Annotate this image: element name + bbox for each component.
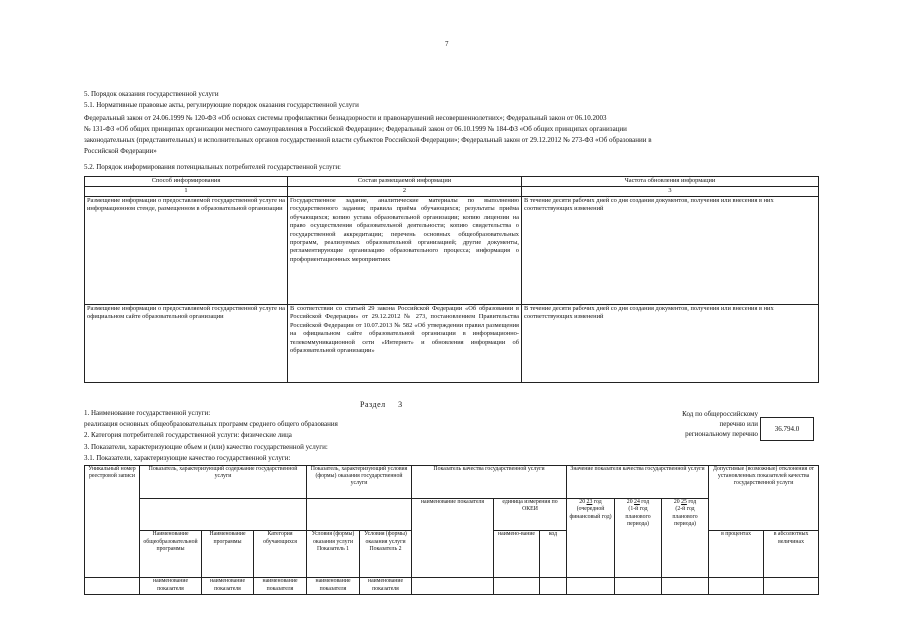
sub-indicator-name: наименование показателя (202, 578, 254, 595)
cell-method: Размещение информации о предоставляемой государственной услуге на официальном сайте образовательной организации (85, 305, 288, 383)
col-percent: в процентах (709, 531, 764, 578)
col-label: Наименование программы (209, 531, 246, 545)
sub-indicator-name: наименование показателя (307, 578, 360, 595)
content-subheader-blank (140, 499, 307, 531)
year-prefix: 20 (579, 499, 586, 506)
law-line-1: Федеральный закон от 24.06.1999 № 120-ФЗ «Об основах системы профилактики безнадзорности и правонарушений несовершеннолетних»; Федеральный закон от 06.10.2003 (84, 114, 607, 122)
col-absolute: в абсолютных величинах (764, 531, 819, 578)
col-num-1: 1 (85, 187, 288, 197)
blank-cell (412, 578, 494, 595)
col-label: Категория обучающихся (263, 531, 297, 545)
year-value: 24 (634, 499, 640, 506)
registry-code-label-line: региональному перечню (685, 430, 758, 438)
cell-content: Государственное задание, аналитические материалы по выполнению государственного задания; правила приёма обучающихся; результаты приёма обучающихся; копию устава образовательной организации; копию лицензии на право осуществления образовательной деятельности; копию свидетельства о государственной аккредитации; перечень основных общеобразовательных программ, реализуемых образовательной организацией; другие документы, регламентирующие организацию образовательного процесса; информация о профориентационных мероприятиях (288, 197, 522, 305)
col-category (254, 531, 307, 578)
col-unit-name: наимено-вание (494, 531, 540, 578)
col-label: Условия (формы) оказания услуги (364, 531, 407, 545)
law-line-2: № 131-ФЗ «Об общих принципах организации местного самоуправления в Российской Федерации»; Федеральный закон от 06.10.1999 № 184-ФЗ «Об общих принципах организации (84, 125, 627, 133)
service-name-label: 1. Наименование государственной услуги: (84, 409, 211, 417)
info-table (84, 176, 819, 383)
consumer-category: 2. Категория потребителей государственной услуги: физические лица (84, 431, 292, 439)
col-header-method: Способ информирования (85, 177, 288, 187)
col-sublabel: Показатель 1 (316, 545, 350, 552)
quality-unit-header: единица измерения по ОКЕИ (494, 499, 567, 531)
year-value: 23 (586, 499, 593, 506)
col-header-content: Состав размещаемой информации (288, 177, 522, 187)
value-year-1 (567, 499, 615, 578)
section-number: 3 (398, 400, 403, 409)
col-header-frequency: Частота обновления информации (522, 177, 819, 187)
year-note: (1-й год планового периода) (625, 506, 651, 527)
service-name-value: реализация основных общеобразовательных программ среднего общего образования (84, 420, 338, 428)
section-title (360, 400, 403, 409)
value-year-3 (662, 499, 709, 578)
col-num-3: 3 (522, 187, 819, 197)
blank-cell (540, 578, 567, 595)
table-row (85, 197, 819, 305)
year-note: (2-й год планового периода) (672, 506, 698, 527)
year-suffix: год (593, 499, 602, 506)
section-word: Раздел (360, 400, 386, 409)
col-program (202, 531, 254, 578)
header-quality-values: Значение показателя качества государственной услуги (567, 466, 709, 499)
header-content-indicator: Показатель, характеризующий содержание государственной услуги (140, 466, 307, 499)
quality-name-header: наименование показателя (412, 499, 494, 578)
table-row (85, 305, 819, 383)
col-program-name (140, 531, 202, 578)
sub-indicator-name: наименование показателя (254, 578, 307, 595)
col-num-2: 2 (288, 187, 522, 197)
col-sublabel: Показатель 2 (369, 545, 402, 552)
law-line-3: законодательных (представительных) и исполнительных органов государственной власти субъектов Российской Федерации»; Федеральный закон от 29.12.2012 № 273-ФЗ «Об образовании в (84, 136, 652, 144)
registry-code-label-line: Код по общероссийскому (682, 410, 758, 418)
cell-frequency: В течение десяти рабочих дней со дня создания документов, получения или внесения в них соответствующих изменений (522, 305, 819, 383)
section5-heading: 5. Порядок оказания государственной услуги (84, 90, 219, 98)
blank-cell (85, 578, 140, 595)
cell-frequency: В течение десяти рабочих дней со дня создания документов, получения или внесения в них соответствующих изменений (522, 197, 819, 305)
blank-cell (567, 578, 615, 595)
header-unique-number: Уникальный номер реестровой записи (85, 466, 140, 578)
blank-cell (709, 578, 764, 595)
year-value: 25 (681, 499, 687, 506)
section52-heading: 5.2. Порядок информирования потенциальных потребителей государственной услуги: (84, 163, 342, 171)
registry-code-label-line: перечню или (719, 420, 758, 428)
col-unit-code: код (540, 531, 567, 578)
blank-cell (494, 578, 540, 595)
year-prefix: 20 (673, 499, 680, 506)
cell-method: Размещение информации о предоставляемой государственной услуге на информационном стенде, размещенном в образовательной организации (85, 197, 288, 305)
condition-subheader-blank (307, 499, 412, 531)
blank-cell (662, 578, 709, 595)
year-suffix: год (641, 499, 650, 506)
section51-heading: 5.1. Нормативные правовые акты, регулирующие порядок оказания государственной услуги (84, 101, 359, 109)
col-label: Наименование общеобразовательной программы (143, 531, 198, 552)
col-condition-1 (307, 531, 360, 578)
header-quality-indicator: Показатель качества государственной услуги (412, 466, 567, 499)
col-condition-2 (360, 531, 412, 578)
header-condition-indicator: Показатель, характеризующий условия (формы) оказания государственной услуги (307, 466, 412, 499)
sub-indicator-name: наименование показателя (360, 578, 412, 595)
blank-cell (615, 578, 662, 595)
header-allowed-deviations: Допустимые (возможные) отклонения от установленных показателей качества государственной услуги (709, 466, 819, 531)
year-suffix: год (688, 499, 697, 506)
year-prefix: 20 (626, 499, 633, 506)
sub-indicator-name: наименование показателя (140, 578, 202, 595)
col-label: Условия (формы) оказания услуги (311, 531, 355, 545)
cell-content: В соответствии со статьей 29 закона Российской Федерации «Об образовании в Российской Федерации» от 29.12.2012 № 273, постановлением Правительства Российской Федерации от 10.07.2013 № 582 «Об утверждении правил размещения на официальном сайте образовательной организации в информационно-телекоммуникационной сети «Интернет» и обновления информации об образовательной организации» (288, 305, 522, 383)
indicators-heading: 3. Показатели, характеризующие объем и (или) качество государственной услуги: (84, 443, 328, 451)
year-note: (очередной финансовый год) (569, 506, 612, 520)
registry-code-value: 36.794.0 (760, 417, 814, 441)
value-year-2 (615, 499, 662, 578)
quality-table (84, 465, 819, 595)
page-number: 7 (445, 40, 449, 48)
law-line-4: Российской Федерации» (84, 147, 157, 155)
registry-code-label (660, 409, 758, 439)
quality-indicators-heading: 3.1. Показатели, характеризующие качество государственной услуги: (84, 454, 291, 462)
blank-cell (764, 578, 819, 595)
